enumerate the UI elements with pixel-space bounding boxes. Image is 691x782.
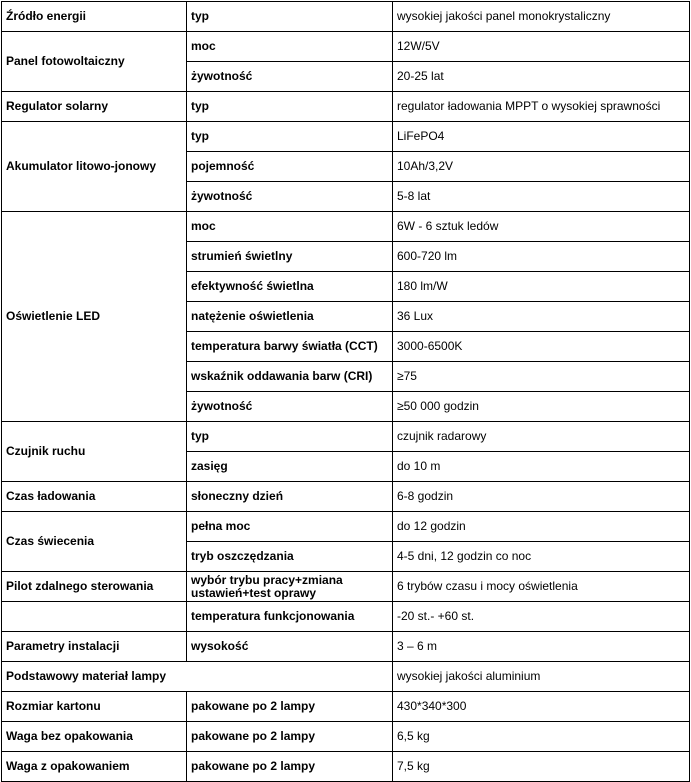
parameter-cell: typ xyxy=(187,422,393,452)
group-cell: Rozmiar kartonu xyxy=(2,692,187,722)
value-cell: wysokiej jakości panel monokrystaliczny xyxy=(393,2,690,32)
parameter-cell: żywotność xyxy=(187,392,393,422)
table-row xyxy=(2,602,690,632)
group-cell: Waga z opakowaniem xyxy=(2,752,187,782)
parameter-cell: wysokość xyxy=(187,632,393,662)
value-cell: 10Ah/3,2V xyxy=(393,152,690,182)
group-cell: Pilot zdalnego sterowania xyxy=(2,572,187,602)
parameter-cell: żywotność xyxy=(187,182,393,212)
value-cell: wysokiej jakości aluminium xyxy=(393,662,690,692)
value-cell: 5-8 lat xyxy=(393,182,690,212)
value-cell: 12W/5V xyxy=(393,32,690,62)
group-cell: Regulator solarny xyxy=(2,92,187,122)
parameter-cell: typ xyxy=(187,2,393,32)
value-cell: 6W - 6 sztuk ledów xyxy=(393,212,690,242)
parameter-cell: strumień świetlny xyxy=(187,242,393,272)
value-cell: 20-25 lat xyxy=(393,62,690,92)
value-cell: ≥50 000 godzin xyxy=(393,392,690,422)
table-row xyxy=(2,722,690,752)
table-row xyxy=(2,662,690,692)
parameter-cell: żywotność xyxy=(187,62,393,92)
parameter-cell: typ xyxy=(187,92,393,122)
table-row xyxy=(2,2,690,32)
table-row xyxy=(2,422,690,452)
table-row xyxy=(2,632,690,662)
value-cell: 3 – 6 m xyxy=(393,632,690,662)
parameter-cell: pojemność xyxy=(187,152,393,182)
parameter-cell: pełna moc xyxy=(187,512,393,542)
value-cell: ≥75 xyxy=(393,362,690,392)
table-row xyxy=(2,212,690,242)
parameter-cell: wybór trybu pracy+zmiana ustawień+test oprawy xyxy=(187,572,393,602)
specification-table xyxy=(1,1,690,782)
parameter-cell: pakowane po 2 lampy xyxy=(187,752,393,782)
group-cell: Parametry instalacji xyxy=(2,632,187,662)
group-cell: Oświetlenie LED xyxy=(2,212,187,422)
group-cell: Czujnik ruchu xyxy=(2,422,187,482)
value-cell: do 10 m xyxy=(393,452,690,482)
parameter-cell: tryb oszczędzania xyxy=(187,542,393,572)
table-row xyxy=(2,692,690,722)
table-row xyxy=(2,572,690,602)
table-row xyxy=(2,512,690,542)
group-cell: Czas ładowania xyxy=(2,482,187,512)
value-cell: 7,5 kg xyxy=(393,752,690,782)
value-cell: LiFePO4 xyxy=(393,122,690,152)
value-cell: 6 trybów czasu i mocy oświetlenia xyxy=(393,572,690,602)
table-row xyxy=(2,482,690,512)
parameter-cell: zasięg xyxy=(187,452,393,482)
value-cell: 36 Lux xyxy=(393,302,690,332)
parameter-cell: wskaźnik oddawania barw (CRI) xyxy=(187,362,393,392)
group-cell: Waga bez opakowania xyxy=(2,722,187,752)
parameter-cell: efektywność świetlna xyxy=(187,272,393,302)
parameter-cell: pakowane po 2 lampy xyxy=(187,722,393,752)
parameter-cell: moc xyxy=(187,212,393,242)
group-cell: Czas świecenia xyxy=(2,512,187,572)
group-cell: Podstawowy materiał lampy xyxy=(2,662,393,692)
parameter-cell: temperatura barwy światła (CCT) xyxy=(187,332,393,362)
table-row xyxy=(2,122,690,152)
value-cell: 6,5 kg xyxy=(393,722,690,752)
value-cell: do 12 godzin xyxy=(393,512,690,542)
value-cell: 3000-6500K xyxy=(393,332,690,362)
parameter-cell: temperatura funkcjonowania xyxy=(187,602,393,632)
parameter-cell: typ xyxy=(187,122,393,152)
group-cell: Źródło energii xyxy=(2,2,187,32)
value-cell: regulator ładowania MPPT o wysokiej sprawności xyxy=(393,92,690,122)
parameter-cell: pakowane po 2 lampy xyxy=(187,692,393,722)
value-cell: 4-5 dni, 12 godzin co noc xyxy=(393,542,690,572)
value-cell: czujnik radarowy xyxy=(393,422,690,452)
group-cell xyxy=(2,602,187,632)
value-cell: 600-720 lm xyxy=(393,242,690,272)
value-cell: 180 lm/W xyxy=(393,272,690,302)
table-row xyxy=(2,92,690,122)
table-row xyxy=(2,752,690,782)
group-cell: Panel fotowoltaiczny xyxy=(2,32,187,92)
value-cell: -20 st.- +60 st. xyxy=(393,602,690,632)
parameter-cell: słoneczny dzień xyxy=(187,482,393,512)
value-cell: 430*340*300 xyxy=(393,692,690,722)
value-cell: 6-8 godzin xyxy=(393,482,690,512)
group-cell: Akumulator litowo-jonowy xyxy=(2,122,187,212)
parameter-cell: moc xyxy=(187,32,393,62)
table-row xyxy=(2,32,690,62)
parameter-cell: natężenie oświetlenia xyxy=(187,302,393,332)
